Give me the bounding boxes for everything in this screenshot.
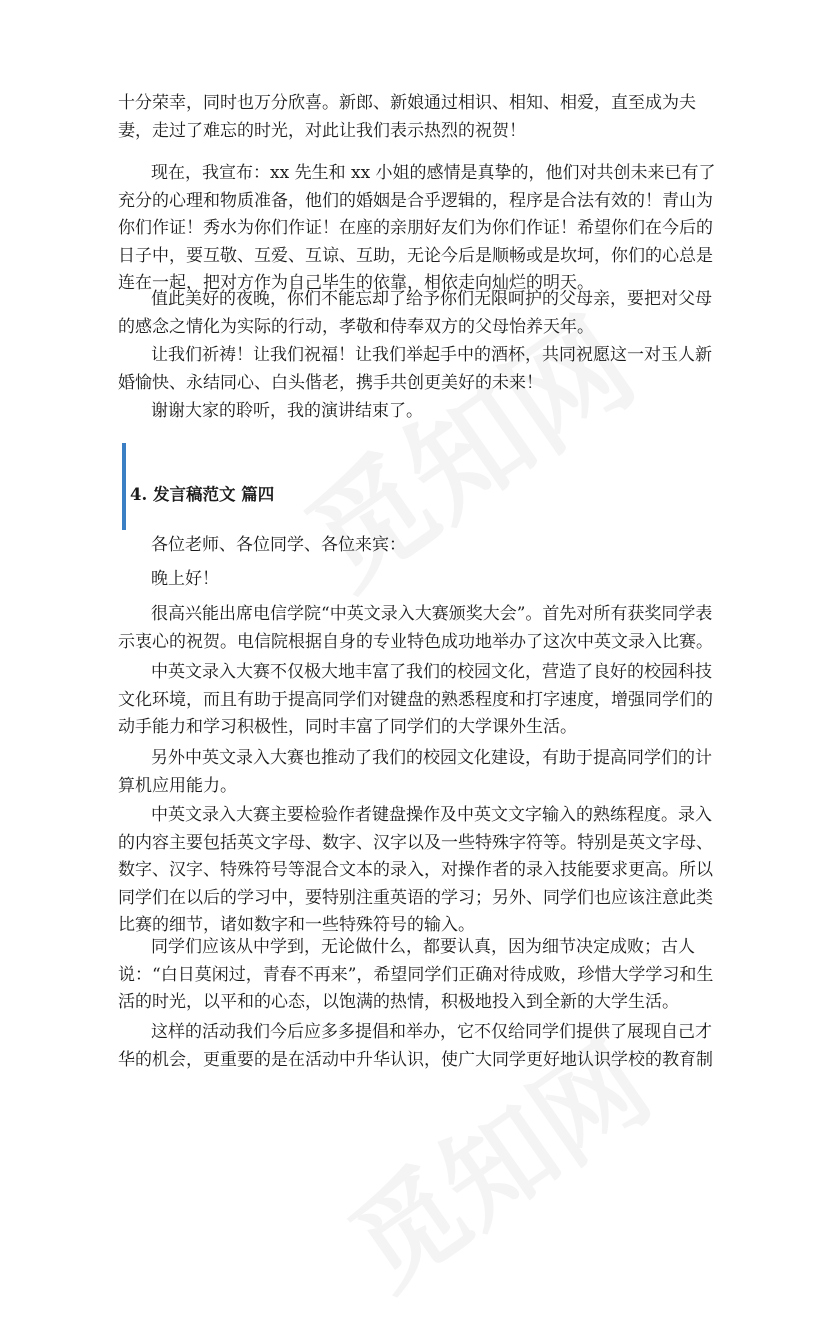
paragraph: 这样的活动我们今后应多多提倡和举办，它不仅给同学们提供了展现自己才华的机会，更重要的是在活动中升华认识，使广大同学更好地认识学校的教育制 xyxy=(118,1022,713,1070)
paragraph: 十分荣幸，同时也万分欣喜。新郎、新娘通过相识、相知、相爱，直至成为夫妻，走过了难忘的时光，对此让我们表示热烈的祝贺！ xyxy=(118,93,696,141)
section-heading: 4. 发言稿范文 篇四 xyxy=(130,485,275,504)
heading-accent-bar xyxy=(122,443,126,530)
paragraph: 让我们祈祷！让我们祝福！让我们举起手中的酒杯，共同祝愿这一对玉人新婚愉快、永结同心、白头偕老，携手共创更美好的未来！ xyxy=(118,345,712,393)
paragraph: 中英文录入大赛主要检验作者键盘操作及中英文文字输入的熟练程度。录入的内容主要包括英文字母、数字、汉字以及一些特殊字符等。特别是英文字母、数字、汉字、特殊符号等混合文本的录入，对操作者的录入技能要求更高。所以同学们在以后的学习中，要特别注重英语的学习；另外、同学们也应该注意此类比赛的细节，诸如数字和一些特殊符号的输入。 xyxy=(118,805,713,935)
paragraph: 另外中英文录入大赛也推动了我们的校园文化建设，有助于提高同学们的计算机应用能力。 xyxy=(118,748,712,796)
paragraph: 现在，我宣布：xx 先生和 xx 小姐的感情是真挚的，他们对共创未来已有了充分的心理和物质准备，他们的婚姻是合乎逻辑的，程序是合法有效的！青山为你们作证！秀水为你们作证！在座的亲朋好友们为你们作证！希望你们在今后的日子中，要互敬、互爱、互谅、互助，无论今后是顺畅或是坎坷，你们的心总是连在一起，把对方作为自己毕生的依靠，相依走向灿烂的明天。 xyxy=(118,163,716,293)
paragraph: 同学们应该从中学到，无论做什么，都要认真，因为细节决定成败；古人说：“白日莫闲过，青春不再来”，希望同学们正确对待成败，珍惜大学学习和生活的时光，以平和的心态，以饱满的热情，积极地投入到全新的大学生活。 xyxy=(118,937,714,1012)
greeting: 各位老师、各位同学、各位来宾： xyxy=(151,535,406,555)
paragraph: 谢谢大家的聆听，我的演讲结束了。 xyxy=(151,401,423,421)
paragraph: 中英文录入大赛不仅极大地丰富了我们的校园文化，营造了良好的校园科技文化环境，而且有助于提高同学们对键盘的熟悉程度和打字速度，增强同学们的动手能力和学习积极性，同时丰富了同学们的大学课外生活。 xyxy=(118,662,713,737)
paragraph: 晚上好！ xyxy=(151,569,219,589)
paragraph: 很高兴能出席电信学院“中英文录入大赛颁奖大会”。首先对所有获奖同学表示衷心的祝贺。电信院根据自身的专业特色成功地举办了这次中英文录入比赛。 xyxy=(118,604,713,652)
paragraph: 值此美好的夜晚，你们不能忘却了给予你们无限呵护的父母亲，要把对父母的感念之情化为实际的行动，孝敬和侍奉双方的父母怡养天年。 xyxy=(118,289,712,337)
